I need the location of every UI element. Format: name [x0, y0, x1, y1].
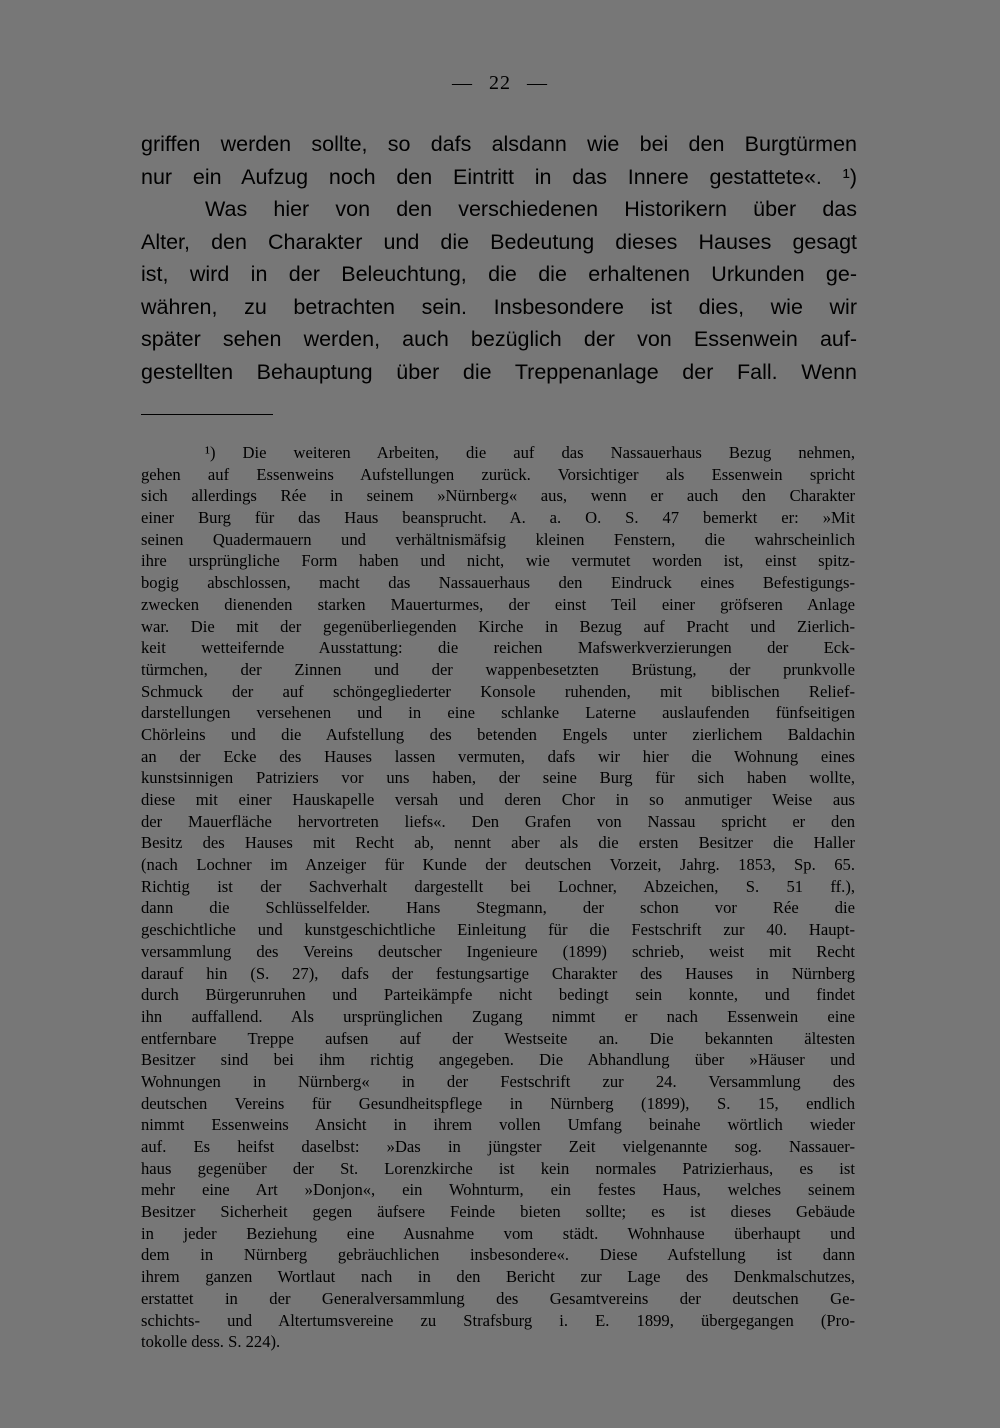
- footnote-line: keit wetteifernde Ausstattung: die reichen Mafswerkverzierungen der Eck-: [141, 638, 855, 658]
- footnote-line: Schmuck der auf schöngegliederter Konsole ruhenden, mit biblischen Relief-: [141, 681, 855, 701]
- footnote-line: darstellungen versehenen und in eine schlanke Laterne auslaufenden fünfseitigen: [141, 703, 855, 723]
- footnote-line: nimmt Essenweins Ansicht in ihrem vollen Umfang beinahe wörtlich wieder: [141, 1115, 855, 1135]
- footnote-line: kunstsinnigen Patriziers vor uns haben, der seine Burg für sich haben wollte,: [141, 768, 855, 788]
- footnote-line: geschichtliche und kunstgeschichtliche Einleitung für die Festschrift zur 40. Haupt-: [141, 920, 855, 940]
- body-text: [141, 128, 857, 388]
- footnote-line: darauf hin (S. 27), dafs der festungsartige Charakter des Hauses in Nürnberg: [141, 963, 855, 983]
- text-line: nur ein Aufzug noch den Eintritt in das Innere gestattete«. ¹): [141, 164, 857, 189]
- footnote-line: diese mit einer Hauskapelle versah und deren Chor in so anmutiger Weise aus: [141, 790, 855, 809]
- footnote-line: erstattet in der Generalversammlung des Gesamtvereins der deutschen Ge-: [141, 1288, 855, 1308]
- footnote-line: Besitzer Sicherheit gegen äufsere Feinde bieten sollte; es ist dieses Gebäude: [141, 1202, 855, 1222]
- text-line: Was hier von den verschiedenen Historikern über das: [205, 197, 857, 221]
- footnote-line: Richtig ist der Sachverhalt dargestellt bei Lochner, Abzeichen, S. 51 ff.),: [141, 876, 855, 896]
- footnote-line: gehen auf Essenweins Aufstellungen zurück. Vorsichtiger als Essenwein spricht: [141, 464, 855, 484]
- footnote-line: haus gegenüber der St. Lorenzkirche ist kein normales Patrizierhaus, es ist: [141, 1158, 855, 1178]
- footnote-line: (nach Lochner im Anzeiger für Kunde der deutschen Vorzeit, Jahrg. 1853, Sp. 65.: [141, 855, 855, 875]
- footnote-line: ¹) Die weiteren Arbeiten, die auf das Nassauerhaus Bezug nehmen,: [205, 443, 855, 462]
- footnote-line: Besitzer sind bei ihm richtig angegeben. Die Abhandlung über »Häuser und: [141, 1050, 855, 1070]
- footnote-line: der Mauerfläche hervortreten liefs«. Den Grafen von Nassau spricht er den: [141, 811, 855, 831]
- footnote-line: entfernbare Treppe aufsen auf der Westseite an. Die bekannten ältesten: [141, 1028, 855, 1048]
- text-line: ist, wird in der Beleuchtung, die die erhaltenen Urkunden ge-: [141, 262, 857, 286]
- footnote-line: tokolle dess. S. 224).: [141, 1332, 281, 1352]
- footnote-line: ihre ursprüngliche Form haben und nicht, wie vermutet worden ist, einst spitz-: [141, 551, 855, 571]
- footnote-line: türmchen, der Zinnen und der wappenbesetzten Brüstung, der prunkvolle: [141, 659, 855, 679]
- footnote-separator: [141, 414, 273, 415]
- footnote-line: bogig abschlossen, macht das Nassauerhaus den Eindruck eines Befestigungs-: [141, 573, 855, 593]
- footnote-line: einer Burg für das Haus beansprucht. A. a. O. S. 47 bemerkt er: »Mit: [141, 508, 855, 528]
- footnote-line: schichts- und Altertumsvereine zu Strafsburg i. E. 1899, übergegangen (Pro-: [141, 1310, 855, 1330]
- footnote-line: Wohnungen in Nürnberg« in der Festschrift zur 24. Versammlung des: [141, 1071, 855, 1091]
- text-line: währen, zu betrachten sein. Insbesondere ist dies, wie wir: [141, 294, 857, 319]
- footnote-line: Besitz des Hauses mit Recht ab, nennt aber als die ersten Besitzer die Haller: [141, 833, 855, 853]
- footnote-line: dem in Nürnberg gebräuchlichen insbesondere«. Diese Aufstellung ist dann: [141, 1245, 855, 1265]
- footnote-line: deutschen Vereins für Gesundheitspflege in Nürnberg (1899), S. 15, endlich: [141, 1093, 855, 1113]
- footnote-line: zwecken dienenden starken Mauerturmes, der einst Teil einer gröfseren Anlage: [141, 594, 855, 614]
- footnote-line: seinen Quadermauern und verhältnismäfsig kleinen Fenstern, die wahrscheinlich: [141, 529, 855, 549]
- footnote-line: mehr eine Art »Donjon«, ein Wohnturm, ein festes Haus, welches seinem: [141, 1180, 855, 1200]
- footnote-line: an der Ecke des Hauses lassen vermuten, dafs wir hier die Wohnung eines: [141, 746, 855, 766]
- footnote-line: sich allerdings Rée in seinem »Nürnberg« aus, wenn er auch den Charakter: [141, 486, 855, 506]
- footnote-line: auf. Es heifst daselbst: »Das in jüngster Zeit vielgenannte sog. Nassauer-: [141, 1137, 855, 1156]
- footnote-line: Chörleins und die Aufstellung des betenden Engels unter zierlichem Baldachin: [141, 724, 855, 744]
- text-line: später sehen werden, auch bezüglich der von Essenwein auf-: [141, 327, 857, 351]
- footnote-line: versammlung des Vereins deutscher Ingenieure (1899) schrieb, weist mit Recht: [141, 941, 855, 961]
- footnote-line: durch Bürgerunruhen und Parteikämpfe nicht bedingt sein konnte, und findet: [141, 985, 855, 1005]
- footnote: [141, 442, 855, 1353]
- footnote-line: ihn auffallend. Als ursprünglichen Zugang nimmt er nach Essenwein eine: [141, 1006, 855, 1026]
- text-line: griffen werden sollte, so dafs alsdann wie bei den Burgtürmen: [141, 132, 857, 156]
- footnote-line: dann die Schlüsselfelder. Hans Stegmann, der schon vor Rée die: [141, 898, 855, 918]
- text-line: Alter, den Charakter und die Bedeutung dieses Hauses gesagt: [141, 229, 857, 254]
- page-number: — 22 —: [452, 72, 548, 94]
- footnote-line: ihrem ganzen Wortlaut nach in den Bericht zur Lage des Denkmalschutzes,: [141, 1267, 855, 1287]
- text-line: gestellten Behauptung über die Treppenanlage der Fall. Wenn: [141, 359, 857, 384]
- footnote-line: war. Die mit der gegenüberliegenden Kirche in Bezug auf Pracht und Zierlich-: [141, 616, 855, 636]
- footnote-line: in jeder Beziehung eine Ausnahme vom städt. Wohnhause überhaupt und: [141, 1223, 855, 1243]
